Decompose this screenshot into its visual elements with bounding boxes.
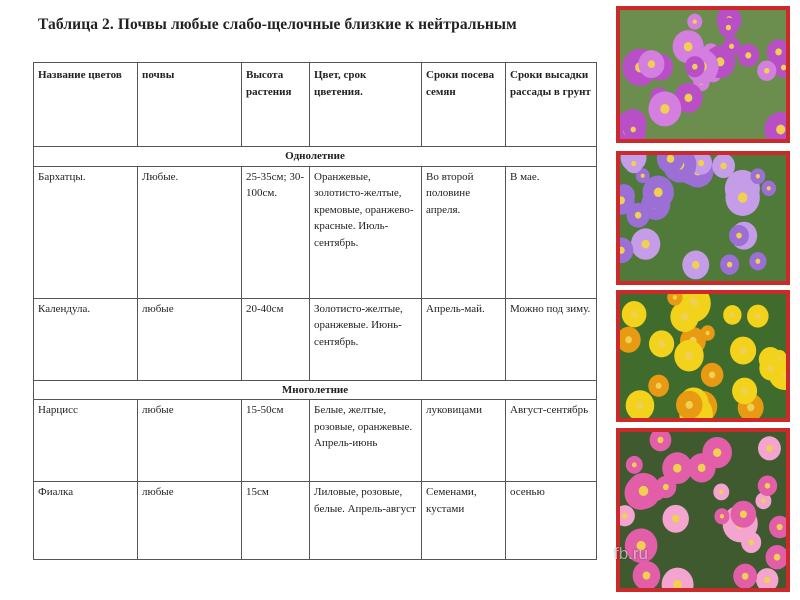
header-planting-time: Сроки высадки рассады в грунт (506, 63, 597, 147)
flower-blossom (627, 203, 650, 228)
flower-blossom (758, 475, 777, 496)
cell-flower-name: Нарцисс (34, 400, 138, 482)
flower-blossom (758, 436, 781, 460)
flower-photo-illustration (620, 294, 786, 418)
header-color-bloom: Цвет, срок цветения. (310, 63, 422, 147)
cell-soil: любые (138, 400, 242, 482)
table-row (34, 166, 597, 298)
flower-blossom (700, 325, 714, 340)
flower-blossom (729, 225, 749, 246)
flower-blossom (626, 473, 660, 509)
flower-blossom (733, 564, 757, 588)
flower-blossom (648, 375, 669, 397)
cell-flower-name: Фиалка (34, 482, 138, 560)
cell-planting-time: осенью (506, 482, 597, 560)
flower-blossom (719, 17, 738, 37)
flower-blossom (747, 305, 769, 328)
cell-height: 20-40см (242, 298, 310, 380)
section-row-perennials (34, 380, 597, 400)
flower-blossom (732, 378, 757, 405)
flower-blossom (638, 50, 664, 78)
flower-blossom (762, 181, 777, 197)
flower-blossom (670, 302, 698, 332)
flower-photo-illustration (620, 10, 786, 139)
flower-blossom (648, 91, 681, 126)
flower-blossom (626, 456, 643, 474)
flower-blossom (622, 301, 647, 327)
table-row (34, 482, 597, 560)
section-label-perennials: Многолетние (34, 380, 597, 400)
cell-sowing-time: Апрель-май. (422, 298, 506, 380)
flower-photo-illustration (620, 155, 786, 281)
cell-soil: любые (138, 298, 242, 380)
document-title: Таблица 2. Почвы любые слабо-щелочные близкие к нейтральным (38, 16, 517, 33)
flower-blossom (662, 505, 688, 533)
table-header-row (34, 63, 597, 147)
flower-blossom (731, 501, 757, 528)
table-row (34, 298, 597, 380)
cell-planting-time: Август-сентябрь (506, 400, 597, 482)
flower-photo-illustration (620, 432, 786, 588)
soils-table (33, 62, 597, 560)
section-label-annuals: Однолетние (34, 147, 597, 167)
cell-color-bloom: Оранжевые, золотисто-желтые, кремовые, оранжево-красные. Июль-сентябрь. (310, 166, 422, 298)
photo-pink-phlox (616, 428, 790, 592)
cell-height: 15-50см (242, 400, 310, 482)
flower-blossom (759, 356, 782, 380)
flower-blossom (624, 119, 643, 139)
flower-blossom (720, 254, 739, 274)
cell-sowing-time: луковицами (422, 400, 506, 482)
cell-sowing-time: Семенами, кустами (422, 482, 506, 560)
cell-color-bloom: Белые, желтые, розовые, оранжевые. Апрель-июнь (310, 400, 422, 482)
flower-blossom (687, 14, 702, 30)
photo-purple-asters (616, 6, 790, 143)
photo-yellow-marigolds (616, 290, 790, 422)
cell-color-bloom: Золотисто-желтые, оранжевые. Июнь-сентябрь. (310, 298, 422, 380)
flower-blossom (682, 251, 709, 280)
cell-planting-time: Можно под зиму. (506, 298, 597, 380)
cell-flower-name: Календула. (34, 298, 138, 380)
table-row (34, 400, 597, 482)
flower-blossom (676, 391, 703, 418)
flower-blossom (741, 532, 761, 553)
header-sowing-time: Сроки посева семян (422, 63, 506, 147)
photo-violet-asters (616, 151, 790, 285)
header-flower-name: Название цветов (34, 63, 138, 147)
section-row-annuals (34, 147, 597, 167)
flower-blossom (685, 56, 705, 77)
flower-blossom (723, 305, 741, 325)
flower-blossom (757, 60, 776, 80)
flower-blossom (674, 340, 703, 371)
flower-blossom (631, 228, 660, 259)
flower-blossom (649, 330, 674, 357)
header-height: Высота растения (242, 63, 310, 147)
flower-blossom (749, 252, 766, 270)
cell-color-bloom: Лиловые, розовые, белые. Апрель-август (310, 482, 422, 560)
cell-sowing-time: Во второй половине апреля. (422, 166, 506, 298)
cell-soil: Любые. (138, 166, 242, 298)
cell-flower-name: Бархатцы. (34, 166, 138, 298)
cell-planting-time: В мае. (506, 166, 597, 298)
watermark: fb.ru (614, 544, 649, 563)
flower-blossom (701, 363, 724, 387)
flower-blossom (750, 168, 765, 184)
flower-blossom (714, 508, 729, 524)
flower-blossom (730, 337, 756, 365)
flower-blossom (713, 484, 729, 501)
cell-height: 15см (242, 482, 310, 560)
flower-blossom (725, 179, 759, 216)
header-soil: почвы (138, 63, 242, 147)
cell-height: 25-35см; 30-100см. (242, 166, 310, 298)
cell-soil: любые (138, 482, 242, 560)
flower-blossom (702, 437, 732, 468)
flower-blossom (737, 44, 759, 67)
